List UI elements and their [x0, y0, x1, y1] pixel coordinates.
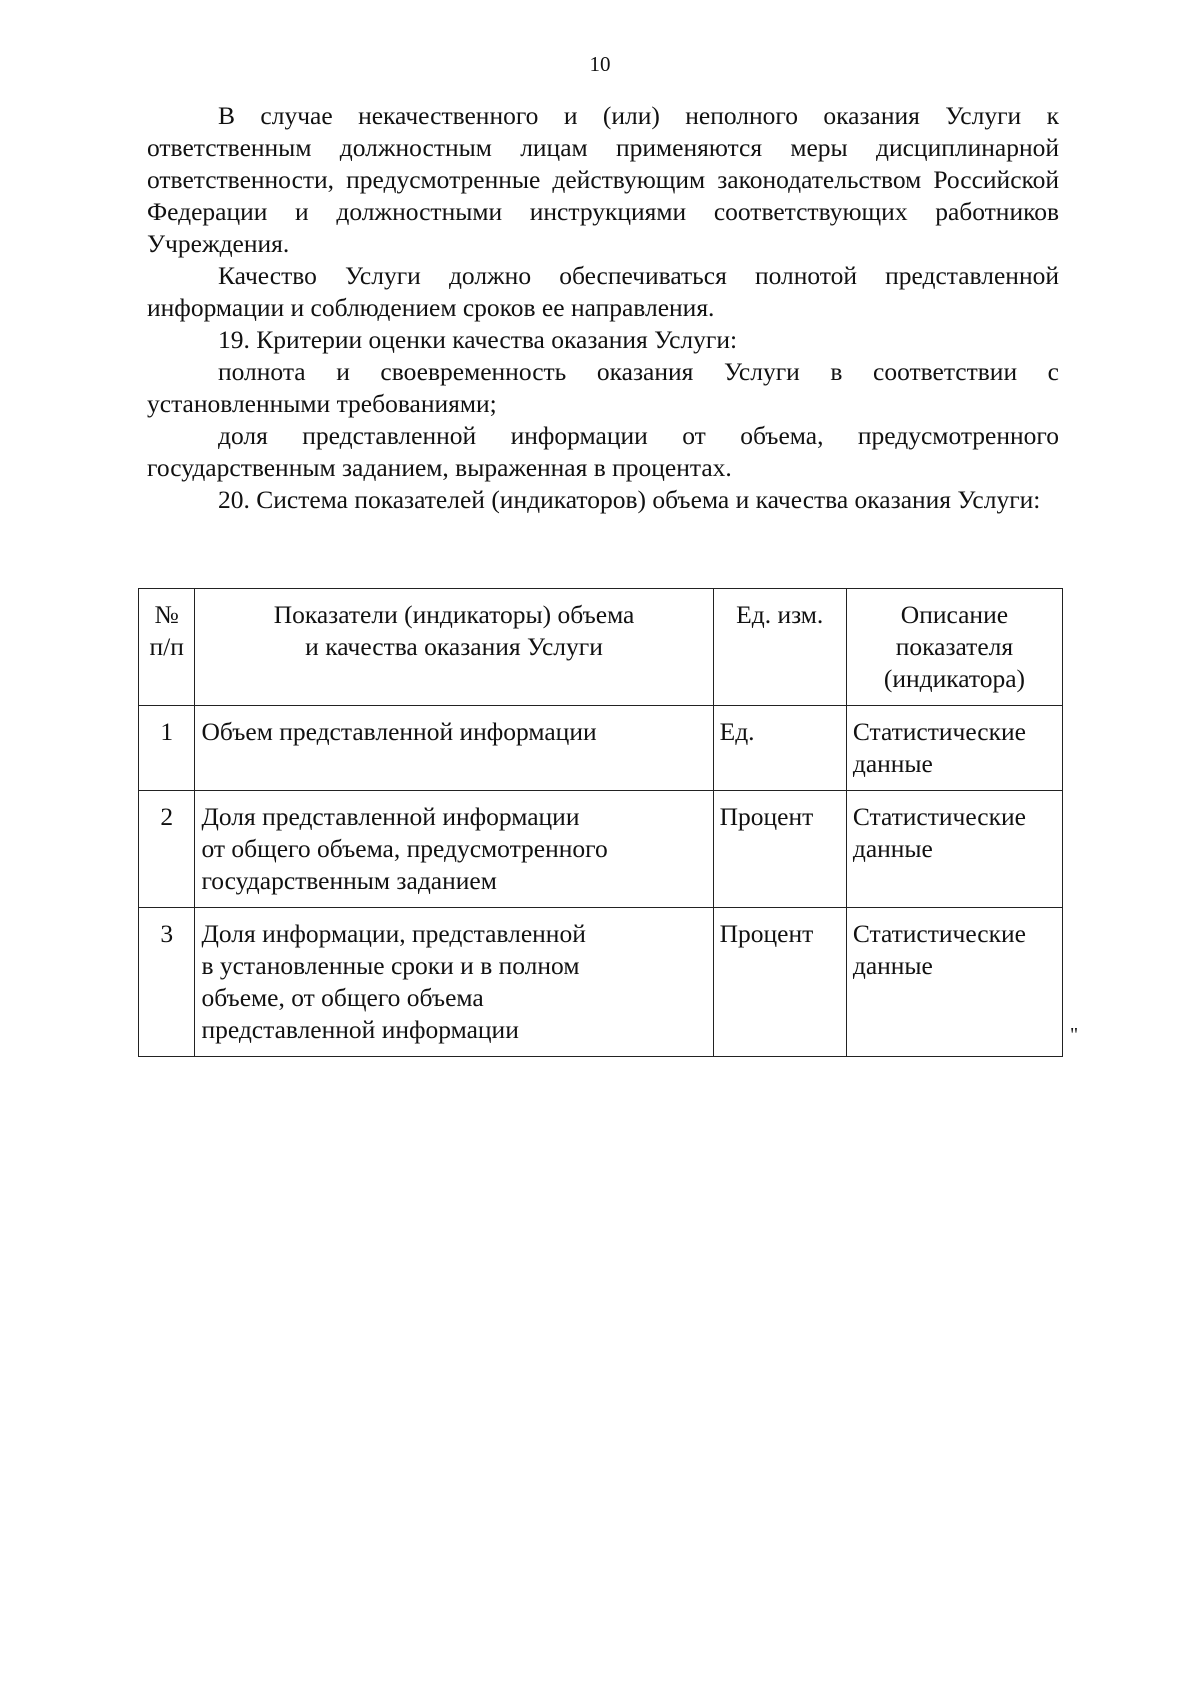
- row-unit: Процент: [713, 791, 846, 908]
- header-number: № п/п: [139, 589, 195, 706]
- row-indicator: Объем представленной информации: [195, 706, 713, 791]
- page-number: 10: [589, 52, 611, 76]
- header-unit: Ед. изм.: [713, 589, 846, 706]
- paragraph-indicators-heading: 20. Система показателей (индикаторов) объема и качества оказания Услуги:: [218, 485, 1041, 514]
- row-number: 1: [139, 706, 195, 791]
- table-header-row: [139, 589, 1063, 706]
- table-row: [139, 706, 1063, 791]
- closing-quote-mark: ": [1070, 1024, 1079, 1046]
- row-description: Статистические данные: [846, 908, 1062, 1057]
- row-indicator: Доля информации, представленной в установленные сроки и в полном объеме, от общего объема представленной информации: [195, 908, 713, 1057]
- table-row: [139, 791, 1063, 908]
- paragraph-criterion-share: доля представленной информации от объема, предусмотренного государственным заданием, выраженная в процентах.: [147, 421, 1059, 482]
- header-indicator: Показатели (индикаторы) объема и качества оказания Услуги: [195, 589, 713, 706]
- paragraph-criteria-heading: 19. Критерии оценки качества оказания Услуги:: [218, 325, 738, 354]
- paragraph-criterion-completeness: полнота и своевременность оказания Услуги в соответствии с установленными требованиями;: [147, 357, 1059, 418]
- paragraph-quality-definition: Качество Услуги должно обеспечиваться полнотой представленной информации и соблюдением сроков ее направления.: [147, 261, 1059, 322]
- row-unit: Процент: [713, 908, 846, 1057]
- row-unit: Ед.: [713, 706, 846, 791]
- paragraph-quality-responsibility: В случае некачественного и (или) неполного оказания Услуги к ответственным должностным лицам применяются меры дисциплинарной ответственности, предусмотренные действующим законодательством Российской Федерации и должностными инструкциями соответствующих работников Учреждения.: [147, 101, 1059, 258]
- body-text: [147, 100, 1059, 516]
- header-description: Описание показателя (индикатора): [846, 589, 1062, 706]
- table-row: [139, 908, 1063, 1057]
- row-number: 3: [139, 908, 195, 1057]
- row-description: Статистические данные: [846, 706, 1062, 791]
- indicators-table: [138, 588, 1063, 1057]
- row-number: 2: [139, 791, 195, 908]
- row-indicator: Доля представленной информации от общего объема, предусмотренного государственным заданием: [195, 791, 713, 908]
- row-description: Статистические данные: [846, 791, 1062, 908]
